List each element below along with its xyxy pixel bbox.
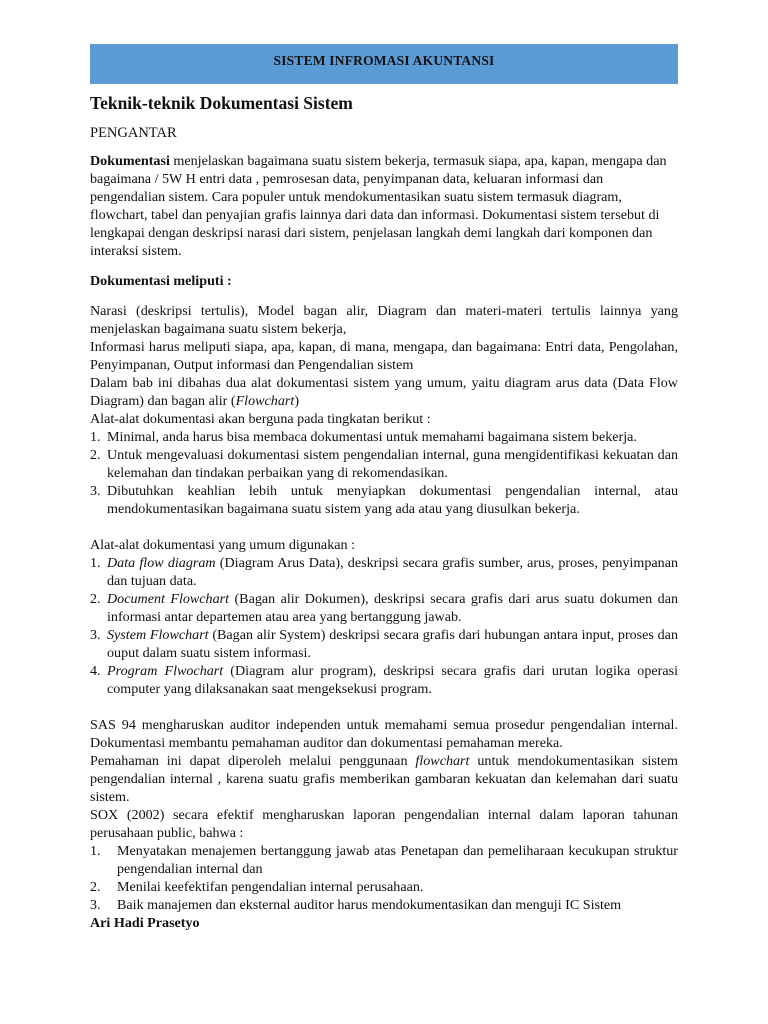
tools-list [90, 554, 678, 698]
document-title: Teknik-teknik Dokumentasi Sistem [90, 93, 353, 113]
list-item [90, 446, 678, 482]
sas-paragraph-1: SAS 94 mengharuskan auditor independen untuk memahami semua prosedur pengendalian internal. Dokumentasi membantu pemahaman auditor dan dokumentasi pemahaman mereka. [90, 717, 678, 751]
sas-paragraph-2 [90, 752, 678, 806]
meliputi-paragraph-2: Informasi harus meliputi siapa, apa, kapan, di mana, mengapa, dan bagaimana: Entri data, Pengolahan, Penyimpanan, Output informasi dan Pengendalian sistem [90, 339, 678, 373]
sas-p2-rest: untuk mendokumentasikan sistem pengendalian internal , karena suatu grafis memberikan gambaran kekuatan dan kelemahan dari suatu sistem. [90, 753, 678, 805]
sox-paragraph: SOX (2002) secara efektif mengharuskan laporan pengendalian internal dalam laporan tahunan perusahaan public, bahwa : [90, 807, 678, 841]
tool-name: System Flowchart [107, 627, 209, 643]
level-list [90, 428, 678, 518]
list-item [90, 590, 678, 626]
list-text: Baik manajemen dan eksternal auditor harus mendokumentasikan dan menguji IC Sistem [117, 897, 622, 913]
meliputi-p3-close: ) [294, 393, 300, 409]
list-number: 3. [90, 627, 101, 643]
sas-p2-emphasis: flowchart [415, 753, 470, 769]
list-number: 2. [90, 591, 101, 607]
list-text: Menilai keefektifan pengendalian internal perusahaan. [117, 879, 424, 895]
list-number: 3. [90, 483, 101, 499]
intro-term: Dokumentasi [90, 153, 170, 169]
list-item [90, 554, 678, 590]
list-item [90, 428, 678, 446]
header-title: SISTEM INFROMASI AKUNTANSI [273, 53, 495, 68]
list-number: 1. [90, 843, 101, 859]
meliputi-paragraph-4: Alat-alat dokumentasi akan berguna pada tingkatan berikut : [90, 411, 431, 427]
meliputi-p3-text: Dalam bab ini dibahas dua alat dokumentasi sistem yang umum, yaitu diagram arus data (Data Flow Diagram) dan bagan alir ( [90, 375, 678, 409]
list-item [90, 896, 678, 914]
intro-paragraph [90, 152, 678, 260]
list-number: 4. [90, 663, 101, 679]
list-item [90, 626, 678, 662]
spacer [90, 518, 678, 536]
list-text: Minimal, anda harus bisa membaca dokumentasi untuk memahami bagaimana sistem bekerja. [107, 429, 637, 445]
section-heading: PENGANTAR [90, 125, 177, 141]
list-number: 1. [90, 555, 101, 571]
author-name: Ari Hadi Prasetyo [90, 915, 200, 931]
meliputi-paragraph-3 [90, 374, 678, 410]
list-item [90, 662, 678, 698]
list-number: 1. [90, 429, 101, 445]
meliputi-p3-emphasis: Flowchart [235, 393, 295, 409]
list-item [90, 482, 678, 518]
list-text: Menyatakan menajemen bertanggung jawab atas Penetapan dan pemeliharaan kecukupan struktur pengendalian internal dan [117, 843, 678, 877]
tool-name: Document Flowchart [107, 591, 230, 607]
list-text: (Bagan alir Dokumen), deskripsi secara grafis dari arus suatu dokumen dan informasi antar departemen atau area yang bertanggung jawab. [107, 591, 678, 625]
sox-list [90, 842, 678, 914]
list-text: (Diagram alur program), deskripsi secara grafis dari urutan logika operasi computer yang dilaksanakan saat mengeksekusi program. [107, 663, 678, 697]
document-body [90, 92, 678, 932]
list-item [90, 842, 678, 878]
tools-intro: Alat-alat dokumentasi yang umum digunakan : [90, 537, 355, 553]
list-text: Dibutuhkan keahlian lebih untuk menyiapkan dokumentasi pengendalian internal, atau mendokumentasikan bagaimana suatu sistem yang ada atau yang diusulkan bekerja. [107, 483, 678, 517]
list-text: Untuk mengevaluasi dokumentasi sistem pengendalian internal, guna mengidentifikasi kekuatan dan kelemahan dan tindakan perbaikan yang di rekomendasikan. [107, 447, 678, 481]
list-text: (Bagan alir System) deskripsi secara grafis dari hubungan antara input, proses dan ouput dalam suatu sistem informasi. [107, 627, 678, 661]
list-number: 2. [90, 447, 101, 463]
list-number: 2. [90, 879, 101, 895]
intro-text: menjelaskan bagaimana suatu sistem bekerja, termasuk siapa, apa, kapan, mengapa dan bagaimana / 5W H entri data , pemrosesan data, penyimpanan data, keluaran informasi dan pengendalian sistem. Cara populer untuk mendokumentasikan suatu sistem termasuk diagram, flowchart, tabel dan penyajian grafis lainnya dari data dan informasi. Dokumentasi sistem tersebut di lengkapai dengan deskripsi narasi dari sistem, penjelasan langkah demi langkah dari komponen dan interaksi sistem. [90, 153, 667, 259]
meliputi-heading: Dokumentasi meliputi : [90, 273, 232, 289]
sas-p2-text: Pemahaman ini dapat diperoleh melalui penggunaan [90, 753, 416, 769]
header-band [90, 44, 678, 84]
spacer [90, 698, 678, 716]
tool-name: Program Flwochart [107, 663, 224, 679]
list-text: (Diagram Arus Data), deskripsi secara grafis sumber, arus, proses, penyimpanan dan tujuan data. [107, 555, 678, 589]
list-item [90, 878, 678, 896]
meliputi-paragraph-1: Narasi (deskripsi tertulis), Model bagan alir, Diagram dan materi-materi tertulis lainnya yang menjelaskan bagaimana suatu sistem bekerja, [90, 303, 678, 337]
list-number: 3. [90, 897, 101, 913]
tool-name: Data flow diagram [107, 555, 216, 571]
